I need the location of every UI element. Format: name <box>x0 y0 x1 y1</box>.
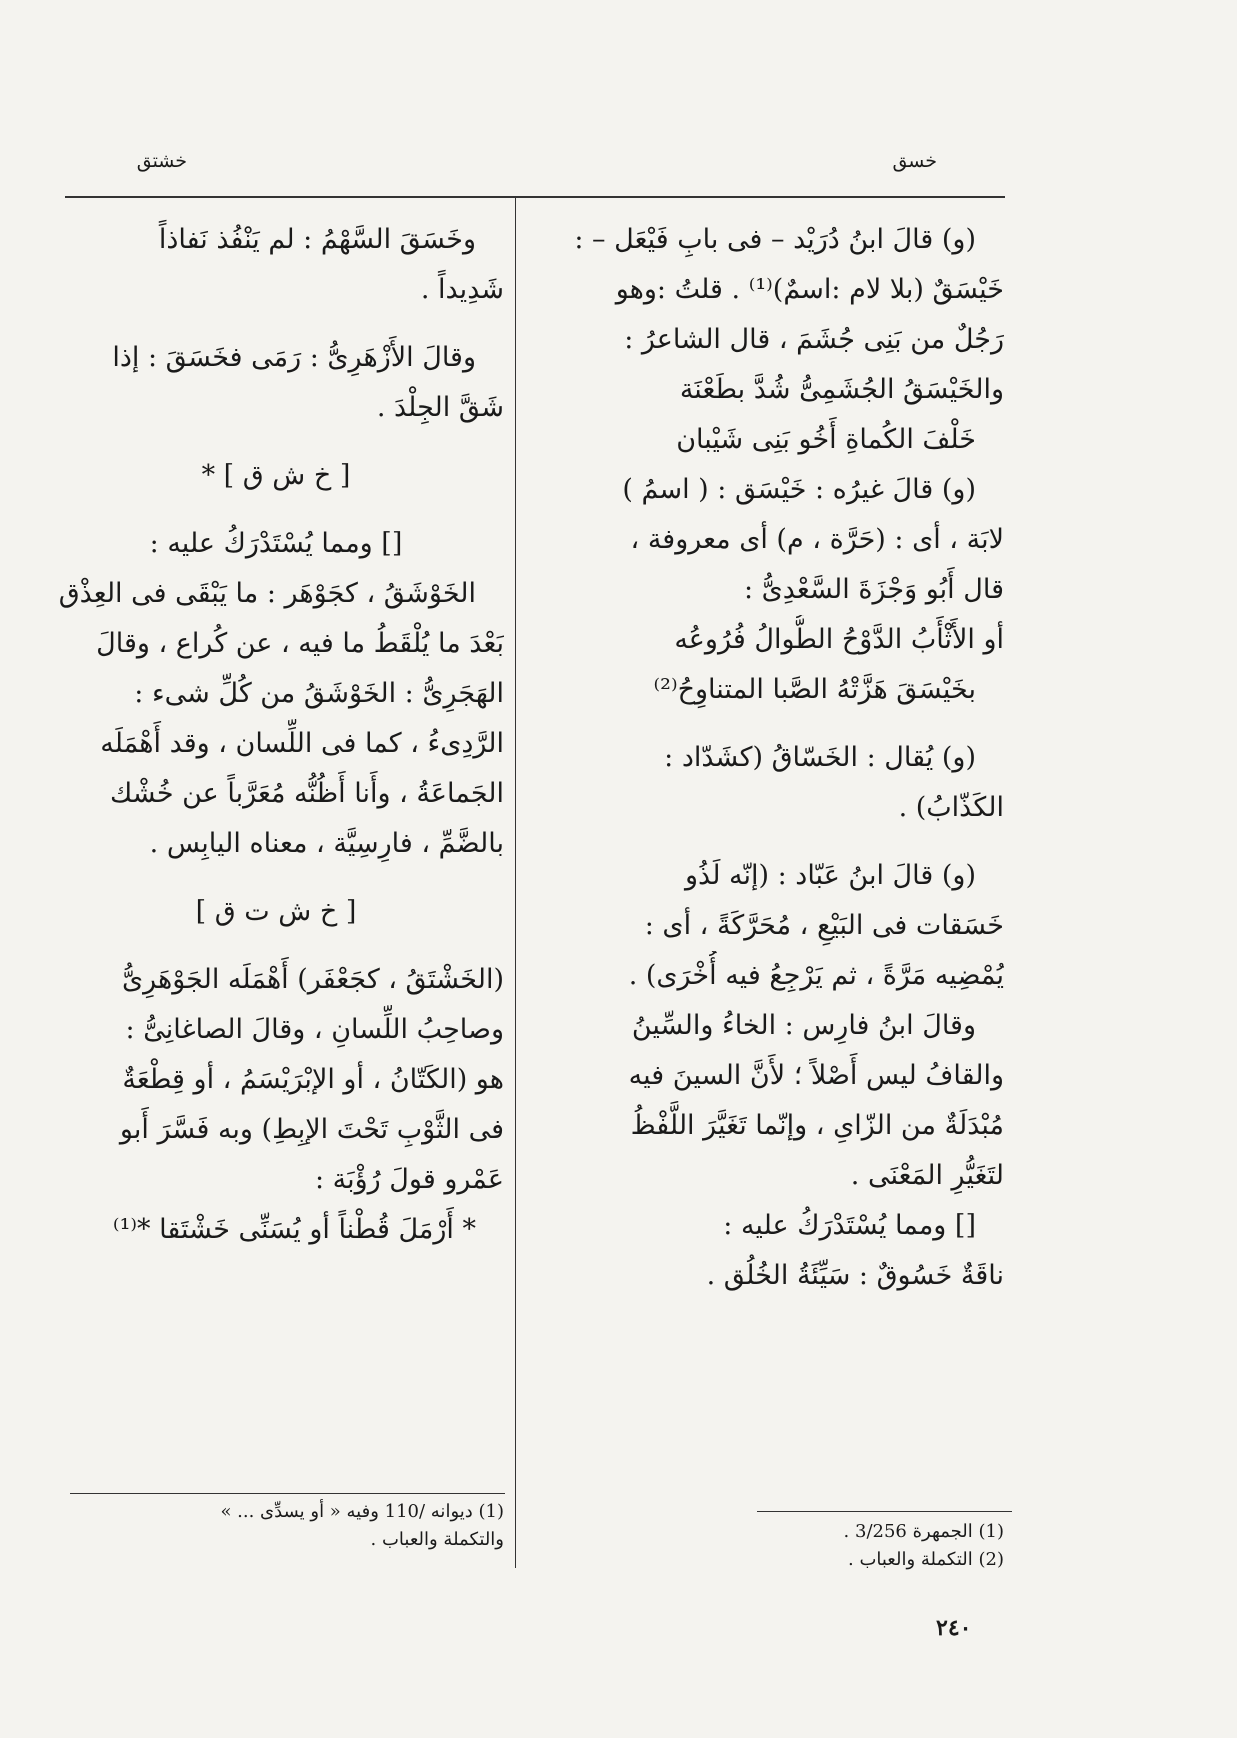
footnote-rule-right <box>757 1511 1012 1512</box>
addendum-heading: [] ومما يُسْتَدْرَكُ عليه : <box>723 1210 976 1241</box>
header-rule <box>65 196 1005 198</box>
verse-line: * أَرْمَلَ قُطْناً أو يُسَنِّى خَشْتَقا *⁽¹⁾ <box>112 1214 476 1245</box>
text-line: ناقَةٌ خَسُوقٌ : سَيِّئَةُ الخُلُق . <box>706 1260 1004 1291</box>
text-line: فى الثَّوْبِ تَحْتَ الإبِطِ) وبه فَسَّرَ أَبو <box>119 1114 504 1145</box>
text-line: هو (الكَتّانُ ، أو الإبْرَيْسَمُ ، أو قِطْعَةٌ <box>122 1064 504 1095</box>
text-line: رَجُلٌ من بَنِى جُشَمَ ، قال الشاعرُ : <box>624 324 1004 355</box>
text-line: الرَّدِىءُ ، كما فى اللِّسان ، وقد أَهْمَلَه <box>100 728 504 759</box>
text-line: والقافُ ليس أَصْلاً ؛ لأَنَّ السينَ فيه <box>628 1060 1004 1091</box>
running-header-right: خسق <box>892 150 937 172</box>
text-line: شَقَّ الجِلْدَ . <box>376 392 504 423</box>
entry-heading: [ خ ش ق ] * <box>201 460 351 491</box>
entry-heading: [ خ ش ت ق ] <box>195 896 357 927</box>
footnotes-right <box>744 1518 1004 1574</box>
verse-line: خَلْفَ الكُماةِ أَخُو بَنِى شَيْبان <box>676 424 976 455</box>
text-line: (و) قالَ غيرُه : خَيْسَق : ( اسمُ ) <box>622 474 976 505</box>
text-line: شَدِيداً . <box>420 274 504 305</box>
text-line: قال أَبُو وَجْزَةَ السَّعْدِىُّ : <box>743 574 1004 605</box>
verse-line: بخَيْسَقَ هَزَّتْهُ الصَّبا المتناوِحُ⁽²⁾ <box>653 674 976 705</box>
text-line: لتَغَيُّرِ المَعْنَى . <box>850 1160 1004 1191</box>
verse-line: أو الأَثْأَبُ الدَّوْحُ الطُّوالُ فُرُوعُه <box>674 624 1004 655</box>
text-line: وصاحِبُ اللِّسانِ ، وقالَ الصاغانِىُّ : <box>125 1014 504 1045</box>
text-line: وقالَ ابنُ فارِس : الخاءُ والسِّينُ <box>631 1010 976 1041</box>
text-line: عَمْرو قولَ رُؤْبَة : <box>314 1164 504 1195</box>
text-line: الخَوْشَقُ ، كجَوْهَر : ما يَبْقَى فى العِذْق <box>58 578 476 609</box>
text-line: بالضَّمِّ ، فارِسِيَّة ، معناه اليابِس . <box>149 828 504 859</box>
right-column <box>539 215 1004 1301</box>
footnotes-left <box>64 1498 504 1554</box>
text-line: يُمْضِيه مَرَّةً ، ثم يَرْجِعُ فيه أُخْرَى) . <box>628 960 1004 991</box>
left-column <box>48 215 504 1255</box>
footnote: (1) ديوانه /110 وفيه « أو يسدِّى ... » <box>220 1501 504 1522</box>
footnote: والتكملة والعباب . <box>370 1529 504 1550</box>
text-line: (الخَشْتَقُ ، كجَعْفَر) أَهْمَلَه الجَوْهَرِىُّ <box>121 964 504 995</box>
column-divider <box>515 198 516 1568</box>
text-line: (و) يُقال : الخَسّاقُ (كشَدّاد : <box>664 742 976 773</box>
text-line: الجَماعَةُ ، وأَنا أَظُنُّه مُعَرَّباً عن خُشْك <box>109 778 504 809</box>
footnote: (1) الجمهرة 3/256 . <box>843 1521 1004 1542</box>
text-line: خَيْسَقٌ (بلا لام :اسمٌ)⁽¹⁾ . قلتُ :وهو <box>615 274 1004 305</box>
text-line: وخَسَقَ السَّهْمُ : لم يَنْفُذ نَفاذاً <box>158 224 476 255</box>
text-line: الهَجَرِىُّ : الخَوْشَقُ من كُلِّ شىء : <box>134 678 504 709</box>
addendum-heading: [] ومما يُسْتَدْرَكُ عليه : <box>149 528 403 559</box>
text-line: (و) قالَ ابنُ عَبّاد : (إنّه لَذُو <box>685 860 976 891</box>
page-number: ٢٤٠ <box>936 1615 972 1641</box>
text-line: مُبْدَلَةٌ من الزّاىِ ، وإنّما تَغَيَّرَ اللَّفْظُ <box>630 1110 1004 1141</box>
running-header-left: خشتق <box>136 150 187 172</box>
text-line: بَعْدَ ما يُلْقَطُ ما فيه ، عن كُراع ، وقالَ <box>96 628 504 659</box>
footnote-rule-left <box>70 1493 505 1494</box>
text-line: (و) قالَ ابنُ دُرَيْد – فى بابِ فَيْعَل – : <box>574 224 976 255</box>
text-line: خَسَقات فى البَيْعِ ، مُحَرَّكَةً ، أى : <box>644 910 1004 941</box>
text-line: لابَة ، أى : (حَرَّة ، م) أى معروفة ، <box>630 524 1004 555</box>
text-line: الكَذّابُ) . <box>898 792 1004 823</box>
footnote: (2) التكملة والعباب . <box>848 1549 1004 1570</box>
verse-line: والخَيْسَقُ الجُشَمِىُّ شُدَّ بطَعْنَة <box>679 374 1004 405</box>
text-line: وقالَ الأَزْهَرِىُّ : رَمَى فخَسَقَ : إذا <box>112 342 476 373</box>
